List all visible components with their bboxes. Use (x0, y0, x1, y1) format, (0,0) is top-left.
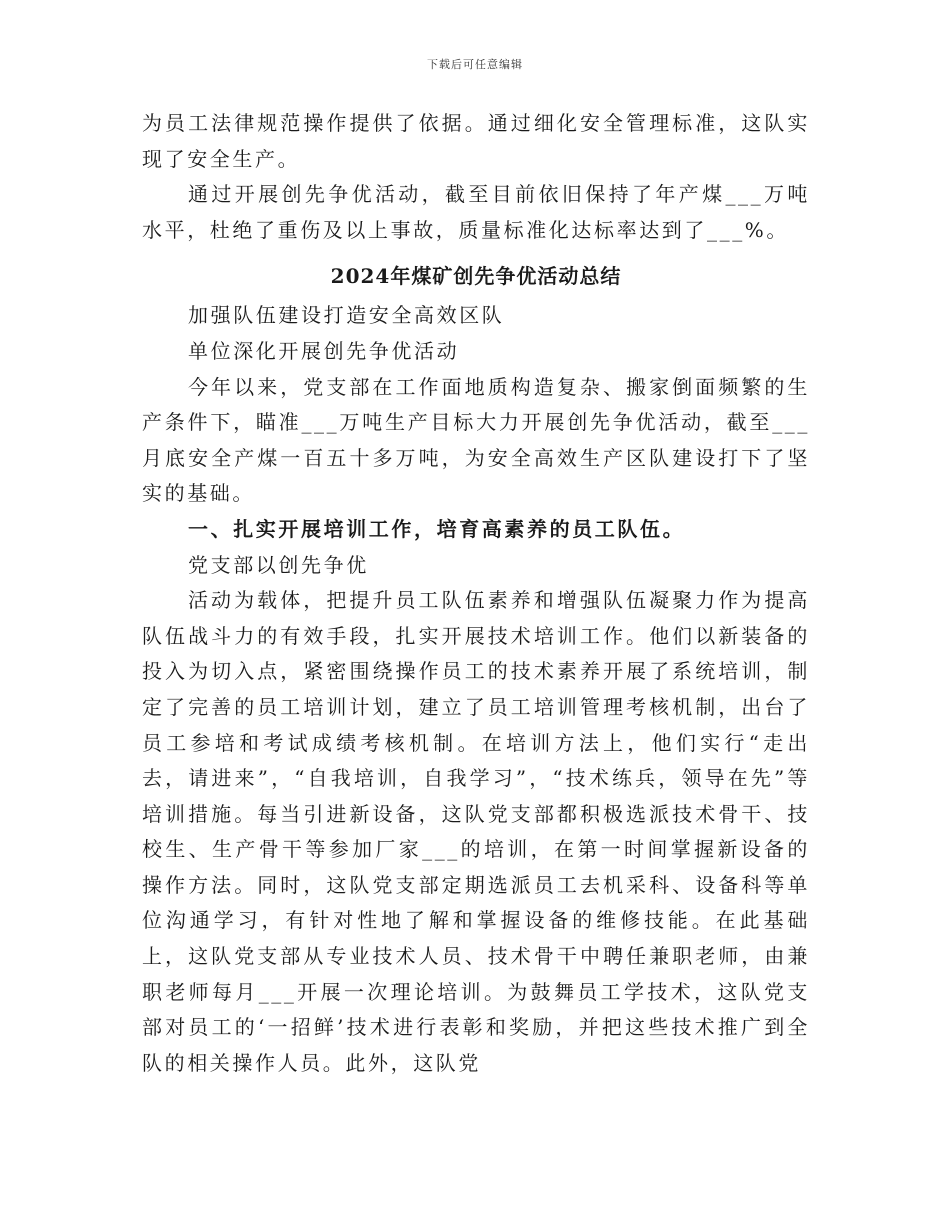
paragraph-continued: 为员工法律规范操作提供了依据。通过细化安全管理标准，这队实现了安全生产。 (142, 111, 810, 171)
subtitle-line-2: 单位深化开展创先争优活动 (188, 338, 460, 363)
paragraph-lead: 党支部以创先争优 (188, 552, 369, 577)
subtitle-line-1: 加强队伍建设打造安全高效区队 (188, 303, 505, 328)
page-header-note: 下载后可任意编辑 (427, 58, 523, 71)
paragraph-intro: 今年以来，党支部在工作面地质构造复杂、搬家倒面频繁的生产条件下，瞄准___万吨生产目标大力开展创先争优活动，截至___月底安全产煤一百五十多万吨，为安全高效生产区队建设打下了坚实的基础。 (142, 374, 810, 506)
section-heading-1: 一、扎实开展培训工作，培育高素养的员工队伍。 (188, 516, 686, 541)
paragraph-results: 通过开展创先争优活动，截至目前依旧保持了年产煤___万吨水平，杜绝了重伤及以上事故，质量标准化达标率达到了___%。 (142, 182, 810, 242)
document-body (142, 106, 810, 1081)
document-title: 2024年煤矿创先争优活动总结 (330, 264, 622, 289)
paragraph-training: 活动为载体，把提升员工队伍素养和增强队伍凝聚力作为提高队伍战斗力的有效手段，扎实开展技术培训工作。他们以新装备的投入为切入点，紧密围绕操作员工的技术素养开展了系统培训，制定了完善的员工培训计划，建立了员工培训管理考核机制，出台了员工参培和考试成绩考核机制。在培训方法上，他们实行“走出去，请进来”，“自我培训，自我学习”，“技术练兵，领导在先”等培训措施。每当引进新设备，这队党支部都积极选派技术骨干、技校生、生产骨干等参加厂家___的培训，在第一时间掌握新设备的操作方法。同时，这队党支部定期选派员工去机采科、设备科等单位沟通学习，有针对性地了解和掌握设备的维修技能。在此基础上，这队党支部从专业技术人员、技术骨干中聘任兼职老师，由兼职老师每月___开展一次理论培训。为鼓舞员工学技术，这队党支部对员工的‘一招鲜’技术进行表彰和奖励，并把这些技术推广到全队的相关操作人员。此外，这队党 (142, 588, 810, 1075)
